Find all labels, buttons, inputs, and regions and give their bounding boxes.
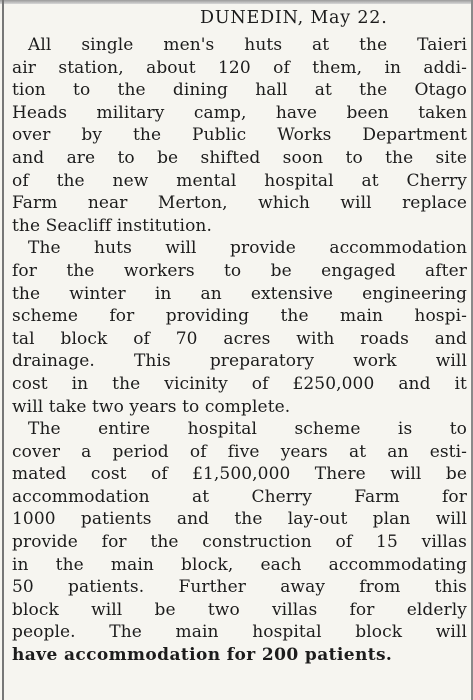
text-line: have accommodation for 200 patients. bbox=[12, 645, 393, 666]
text-line: the Seacliff institution. bbox=[12, 215, 212, 236]
text-line: will take two years to complete. bbox=[12, 396, 291, 417]
text-line: tal block of 70 acres with roads and bbox=[12, 328, 467, 349]
text-line: 1000 patients and the lay-out plan will bbox=[12, 509, 467, 530]
text-line: cover a period of five years at an esti- bbox=[12, 441, 467, 462]
text-line: All single men's huts at the Taieri bbox=[28, 35, 467, 55]
dateline: DUNEDIN, May 22. bbox=[200, 8, 388, 28]
top-column-rule bbox=[0, 0, 473, 4]
text-line: accommodation at Cherry Farm for bbox=[12, 486, 467, 507]
text-line: provide for the construction of 15 villas bbox=[12, 532, 467, 553]
paragraph-1 bbox=[12, 34, 467, 237]
news-article bbox=[12, 6, 467, 667]
text-line: air station, about 120 of them, in addi- bbox=[12, 57, 467, 78]
text-line: 50 patients. Further away from this bbox=[12, 577, 467, 598]
text-line: of the new mental hospital at Cherry bbox=[12, 170, 467, 191]
text-line: Farm near Merton, which will replace bbox=[12, 193, 467, 214]
text-line: people. The main hospital block will bbox=[12, 622, 467, 643]
text-line: The huts will provide accommodation bbox=[28, 238, 467, 259]
text-line: tion to the dining hall at the Otago bbox=[12, 80, 467, 101]
text-line: in the main block, each accommodating bbox=[12, 554, 467, 575]
text-line: cost in the vicinity of £250,000 and it bbox=[12, 373, 467, 394]
text-line: The entire hospital scheme is to bbox=[28, 419, 467, 440]
paragraph-3 bbox=[12, 418, 467, 667]
left-column-rule bbox=[2, 0, 4, 700]
paragraph-2 bbox=[12, 237, 467, 418]
text-line: and are to be shifted soon to the site bbox=[12, 147, 467, 168]
text-line: for the workers to be engaged after bbox=[12, 260, 467, 281]
text-line: the winter in an extensive engineering bbox=[12, 283, 467, 304]
text-line: scheme for providing the main hospi- bbox=[12, 306, 467, 327]
text-line: block will be two villas for elderly bbox=[12, 599, 467, 620]
text-line: Heads military camp, have been taken bbox=[12, 102, 467, 123]
text-line: mated cost of £1,500,000 There will be bbox=[12, 464, 467, 485]
text-line: over by the Public Works Department bbox=[12, 125, 467, 146]
text-line: drainage. This preparatory work will bbox=[12, 351, 467, 372]
